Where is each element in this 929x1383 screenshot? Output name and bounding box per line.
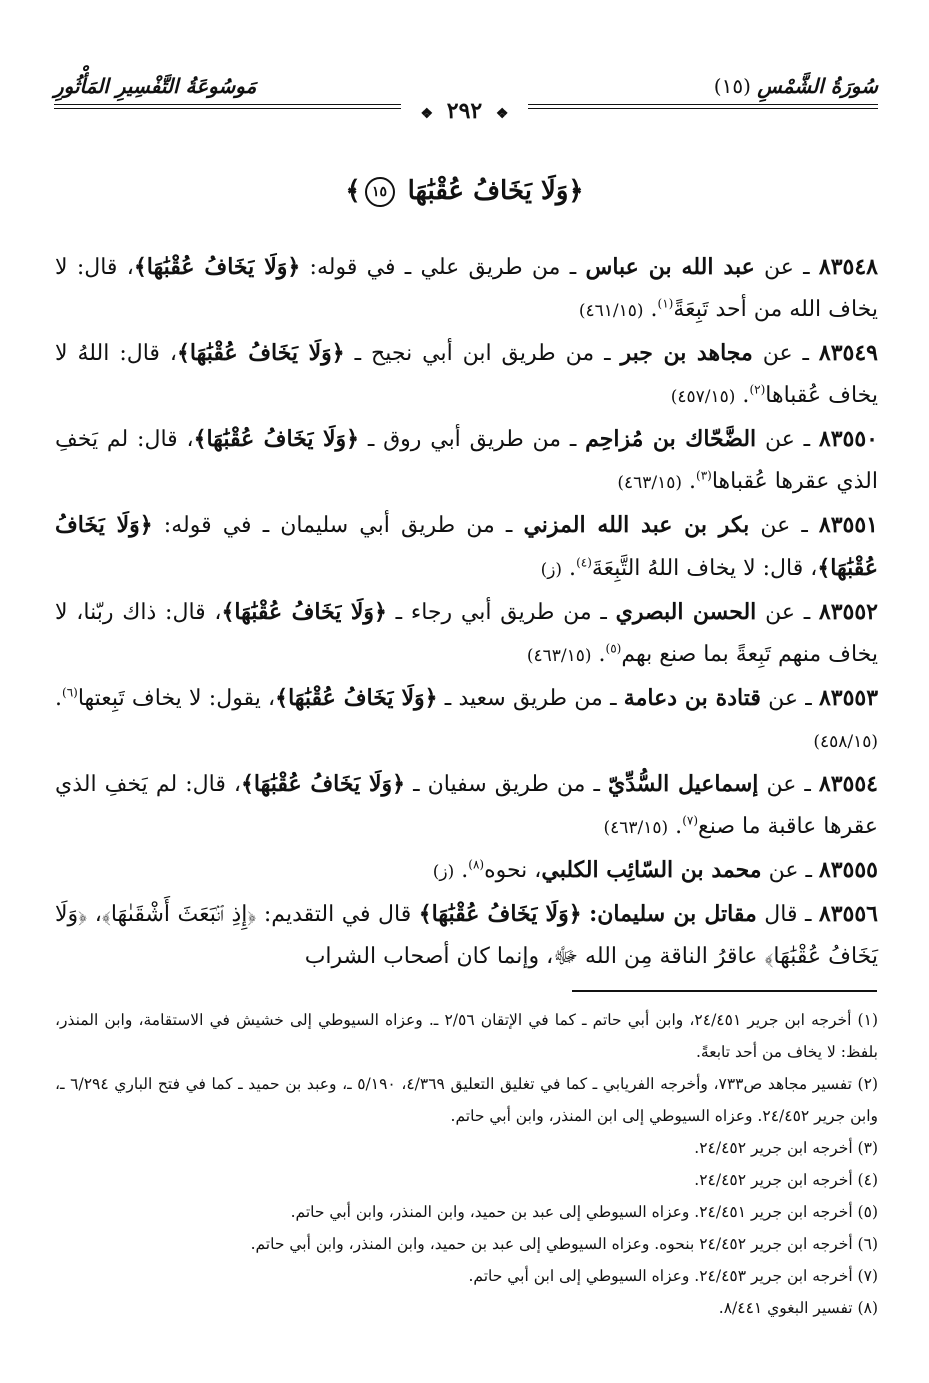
narration-entry [55,504,878,591]
page-number-bar [0,98,929,127]
ornament-icon: ❖ [420,106,434,122]
narration-entry [55,246,878,332]
narration-connector: ـ عن [749,513,819,538]
sura-name: سُورَةُ الشَّمْسِ [757,74,878,98]
footnote: (١) أخرجه ابن جرير ٢٤/٤٥١، وابن أبي حاتم ـ كما في الإتقان ٢/٥٦ ـ. وعزاه السيوطي إلى خشيش في الاستقامة، وابن المنذر، بلفظ: لا يخاف من أحد تابعةً. [55,1011,878,1061]
narrator-name: بكر بن عبد الله المزني [523,512,750,538]
narration-connector: ـ عن [758,772,819,797]
footnote-marker: (٦) [62,685,78,700]
narration-connector: ـ عن [756,600,819,625]
narration-connector: ـ عن [754,255,819,280]
footnote: (٥) أخرجه ابن جرير ٢٤/٤٥١. وعزاه السيوطي إلى عبد بن حميد، وابن المنذر، وابن أبي حاتم. [290,1203,878,1221]
quran-quote: ﴿وَلَا يَخَافُ عُقْبَٰهَا﴾ [55,512,878,581]
footnote-marker: (٣) [696,468,712,483]
narrator-name: إسماعيل السُّدِّيّ [608,771,759,797]
narration-chain: ، نحوه [484,858,542,883]
narration-connector: ـ عن [761,858,819,883]
narration-text: ، قال: لم يَخفِ الذي عقرها عاقبة ما صنع [55,772,878,839]
narration-chain: ـ من طريق سفيان ـ [405,772,609,797]
narration-entry [55,893,878,979]
narration-entry [55,677,878,763]
footnote: (٢) تفسير مجاهد ص٧٣٣، وأخرجه الفريابي ـ كما في تغليق التعليق ٤/٣٦٩، ٥/١٩٠ ـ، وعبد بن حميد ـ كما في فتح الباري ٦/٢٩٤ ـ، وابن جرير ٢٤/٤٥٢. وعزاه السيوطي إلى ابن المنذر، وابن أبي حاتم. [55,1075,878,1125]
narrator-name: مقاتل بن سليمان: [589,901,757,927]
footnote: (٤) أخرجه ابن جرير ٢٤/٤٥٢. [694,1171,878,1189]
narration-number: ٨٣٥٤٩ [818,340,878,366]
narration-end: . [562,556,577,581]
narrator-name: مجاهد بن جبر [620,340,753,366]
verse-text: ﴿وَلَا يَخَافُ عُقْبَٰهَا [407,176,584,206]
narration-text: ، قال: لم يَخفِ الذي عقرها عُقباها [55,427,878,494]
narration-connector: ـ قال [756,902,819,927]
narration-number: ٨٣٥٤٨ [818,254,878,280]
sura-reference [714,74,878,98]
narration-connector: ـ عن [752,341,819,366]
narration-connector: ـ عن [756,427,819,452]
volume-reference: (ز) [432,862,455,882]
footnote-marker: (١) [657,296,674,311]
narration-text: قال في التقديم: ﴿إِذِ ٱنۢبَعَثَ أَشْقَىٰهَا﴾، ﴿وَلَا يَخَافُ عُقْبَٰهَا﴾ عاقرُ الناقة مِن الله ﷻ، وإنما كان أصحاب الشراب [55,902,878,969]
narration-chain: ـ من طريق أبي رجاء ـ [386,600,616,625]
volume-reference: (ز) [540,560,563,580]
verse-heading [0,176,929,207]
footnote-marker: (٨) [468,857,485,872]
narration-entry [55,591,878,677]
narration-end: . [454,858,469,883]
narration-text: ، قال: لا يخاف الله من أحد تَبِعَةً [55,255,878,322]
narration-number: ٨٣٥٥٢ [818,599,878,625]
quran-quote: ﴿وَلَا يَخَافُ عُقْبَٰهَا﴾ [133,254,301,280]
book-title: مَوسُوعَةُ التَّفْسِيرِ المَأْثُورِ [54,74,257,98]
narration-connector: ـ عن [760,686,819,711]
footnote-marker: (٤) [576,555,592,570]
narration-end: . [668,814,683,839]
narration-number: ٨٣٥٥٥ [818,857,878,883]
narration-chain: ـ من طريق علي ـ في قوله: [300,255,586,280]
footnotes [55,1004,878,1324]
footnote: (٣) أخرجه ابن جرير ٢٤/٤٥٢. [694,1139,878,1157]
volume-reference: (٤٦٣/١٥) [617,473,682,493]
quran-quote: ﴿وَلَا يَخَافُ عُقْبَٰهَا﴾ [275,685,438,711]
footnote-marker: (٢) [749,382,766,397]
narration-chain: ـ من طريق أبي سليمان ـ في قوله: [152,513,524,538]
volume-reference: (٤٥٨/١٥) [813,732,878,752]
quran-quote: ﴿وَلَا يَخَافُ عُقْبَٰهَا﴾ [193,426,360,452]
narration-entry [55,418,878,504]
narration-chain [582,902,590,927]
narration-chain: ـ من طريق ابن أبي نجيح ـ [344,341,621,366]
narration-number: ٨٣٥٥٤ [818,771,878,797]
footnote-marker: (٥) [605,641,622,656]
ayah-reference: (١٥) [713,74,751,98]
page-number: ٢٩٢ [446,98,483,124]
narration-chain: ـ من طريق سعيد ـ [437,686,624,711]
narration-end: . [735,383,750,408]
narration-entry [55,332,878,418]
footnote: (٧) أخرجه ابن جرير ٢٤/٤٥٣. وعزاه السيوطي إلى ابن أبي حاتم. [468,1267,878,1285]
verse-close-bracket: ﴾ [345,176,361,206]
footnote-marker: (٧) [682,813,699,828]
narrator-name: الضَّحّاك بن مُزاحِم [585,426,757,452]
narration-end: . [55,686,62,711]
quran-quote: ﴿وَلَا يَخَافُ عُقْبَٰهَا﴾ [176,340,345,366]
volume-reference: (٤٥٧/١٥) [670,387,736,407]
volume-reference: (٤٦٣/١٥) [603,818,669,838]
quran-quote: ﴿وَلَا يَخَافُ عُقْبَٰهَا﴾ [241,771,406,797]
narration-text: ، قال: لا يخاف اللهُ التَّبِعَةَ [591,556,818,581]
page-number-box [401,98,529,127]
ayah-number-icon: ١٥ [365,177,395,207]
narrator-name: عبد الله بن عباس [585,254,755,280]
narration-number: ٨٣٥٥١ [818,512,878,538]
quran-quote: ﴿وَلَا يَخَافُ عُقْبَٰهَا﴾ [221,599,387,625]
narrator-name: الحسن البصري [615,599,757,625]
narration-end: . [591,642,606,667]
narration-end: . [682,469,696,494]
narration-end: . [643,297,658,322]
quran-quote: ﴿وَلَا يَخَافُ عُقْبَٰهَا﴾ [418,901,582,927]
footnote: (٦) أخرجه ابن جرير ٢٤/٤٥٢ بنحوه. وعزاه السيوطي إلى عبد بن حميد، وابن المنذر، وابن أبي حاتم. [250,1235,878,1253]
narrator-name: قتادة بن دعامة [623,685,761,711]
volume-reference: (٤٦١/١٥) [578,301,644,321]
narration-entry [55,763,878,849]
narration-chain: ـ من طريق أبي روق ـ [359,427,586,452]
narration-number: ٨٣٥٥٦ [818,901,878,927]
narration-number: ٨٣٥٥٠ [818,426,878,452]
narration-number: ٨٣٥٥٣ [818,685,879,711]
narration-list [55,246,878,979]
narration-text: ، قال: اللهُ لا يخاف عُقباها [55,341,878,408]
narration-text: ، يقول: لا يخاف تَبِعتها [77,686,276,711]
narration-text: ، قال: ذاك ربّنا، لا يخاف منهم تَبِعةً بما صنع بهم [55,600,878,667]
footnote-separator [572,990,877,992]
volume-reference: (٤٦٣/١٥) [526,646,592,666]
narration-entry [55,849,878,893]
footnote: (٨) تفسير البغوي ٨/٤٤١. [718,1299,878,1317]
ornament-icon: ❖ [495,106,509,122]
narrator-name: محمد بن السّائِب الكلبي [541,857,762,883]
